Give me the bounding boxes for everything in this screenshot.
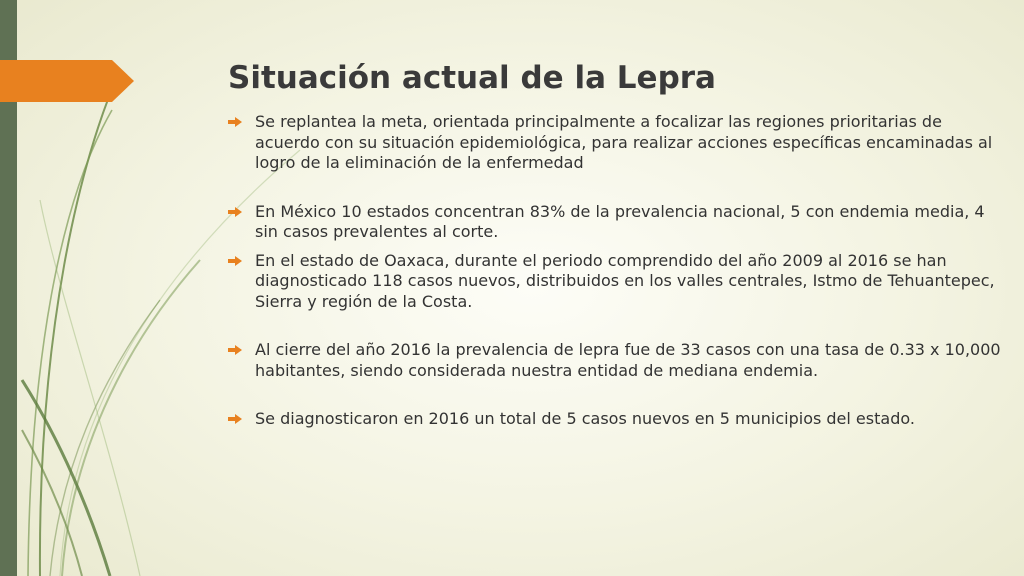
bullet-text: En México 10 estados concentran 83% de la prevalencia nacional, 5 con endemia media, 4 sin casos prevalentes al corte. [255,201,985,241]
arrow-bullet-icon [228,256,242,266]
bullet-list [228,112,1008,430]
title-accent-tab [0,60,134,102]
bullet-text: Se diagnosticaron en 2016 un total de 5 casos nuevos en 5 municipios del estado. [255,409,915,428]
bullet-text: Se replantea la meta, orientada principalmente a focalizar las regiones prioritarias de acuerdo con su situación epidemiológica, para realizar acciones específicas encaminadas al logro de la eliminación de la enfermedad [255,112,993,172]
list-item [228,251,1008,313]
list-item [228,409,1008,430]
list-item [228,112,1008,174]
bullet-text: Al cierre del año 2016 la prevalencia de lepra fue de 33 casos con una tasa de 0.33 x 10,000 habitantes, siendo considerada nuestra entidad de mediana endemia. [255,340,1001,380]
arrow-bullet-icon [228,345,242,355]
arrow-bullet-icon [228,117,242,127]
bullet-text: En el estado de Oaxaca, durante el periodo comprendido del año 2009 al 2016 se han diagnosticado 118 casos nuevos, distribuidos en los valles centrales, Istmo de Tehuantepec, Sierra y región de la Costa. [255,250,995,311]
page-title: Situación actual de la Lepra [228,60,716,96]
list-item [228,202,1008,243]
list-item [228,340,1008,381]
arrow-bullet-icon [228,207,242,217]
arrow-bullet-icon [228,414,242,424]
